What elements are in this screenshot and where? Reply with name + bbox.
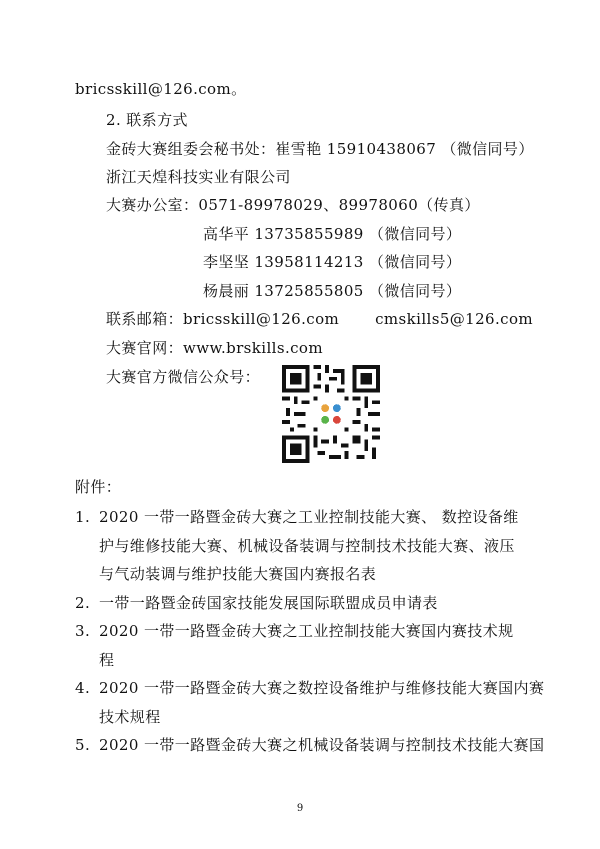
attachment-number: 5. (75, 736, 91, 754)
contact-person: 高华平 13735855989 （微信同号） (203, 225, 462, 243)
attachment-number: 3. (75, 622, 91, 640)
email-label: 联系邮箱： (106, 310, 184, 328)
contact-person: 李坚坚 13958114213 （微信同号） (203, 253, 462, 271)
email-link-2[interactable]: cmskills5@126.com (375, 310, 534, 328)
attachment-text: 与气动装调与维护技能大赛国内赛报名表 (99, 565, 377, 583)
email-link-1[interactable]: bricsskill@126.com (183, 310, 340, 328)
attachment-number: 2. (75, 594, 91, 612)
attachment-text: 护与维修技能大赛、机械设备装调与控制技术技能大赛、液压 (99, 537, 515, 555)
attachment-text: 一带一路暨金砖国家技能发展国际联盟成员申请表 (99, 594, 438, 612)
attachment-text: 2020 一带一路暨金砖大赛之数控设备维护与维修技能大赛国内赛 (99, 679, 545, 697)
attachment-text: 2020 一带一路暨金砖大赛之机械设备装调与控制技术技能大赛国 (99, 736, 545, 754)
attachments-label: 附件： (75, 478, 122, 496)
website-line: 大赛官网：www.brskills.com (106, 339, 323, 357)
attachment-number: 1. (75, 508, 91, 526)
wechat-qr-code (282, 365, 380, 463)
attachment-text: 2020 一带一路暨金砖大赛之工业控制技能大赛、 数控设备维 (99, 508, 519, 526)
attachment-text: 2020 一带一路暨金砖大赛之工业控制技能大赛国内赛技术规 (99, 622, 514, 640)
wechat-line: 大赛官方微信公众号： (106, 368, 261, 386)
page-number: 9 (296, 803, 304, 814)
secretariat-line: 金砖大赛组委会秘书处：崔雪艳 15910438067 （微信同号） (106, 140, 534, 158)
email-continuation: bricsskill@126.com。 (75, 80, 247, 98)
office-line: 大赛办公室：0571-89978029、89978060（传真） (106, 196, 480, 214)
email-line (106, 308, 533, 330)
contact-person: 杨晨丽 13725855805 （微信同号） (203, 282, 462, 300)
contact-heading: 2. 联系方式 (106, 111, 188, 129)
attachment-number: 4. (75, 679, 91, 697)
attachment-text: 技术规程 (99, 708, 161, 726)
company-line: 浙江天煌科技实业有限公司 (106, 168, 291, 186)
attachment-text: 程 (99, 651, 115, 669)
